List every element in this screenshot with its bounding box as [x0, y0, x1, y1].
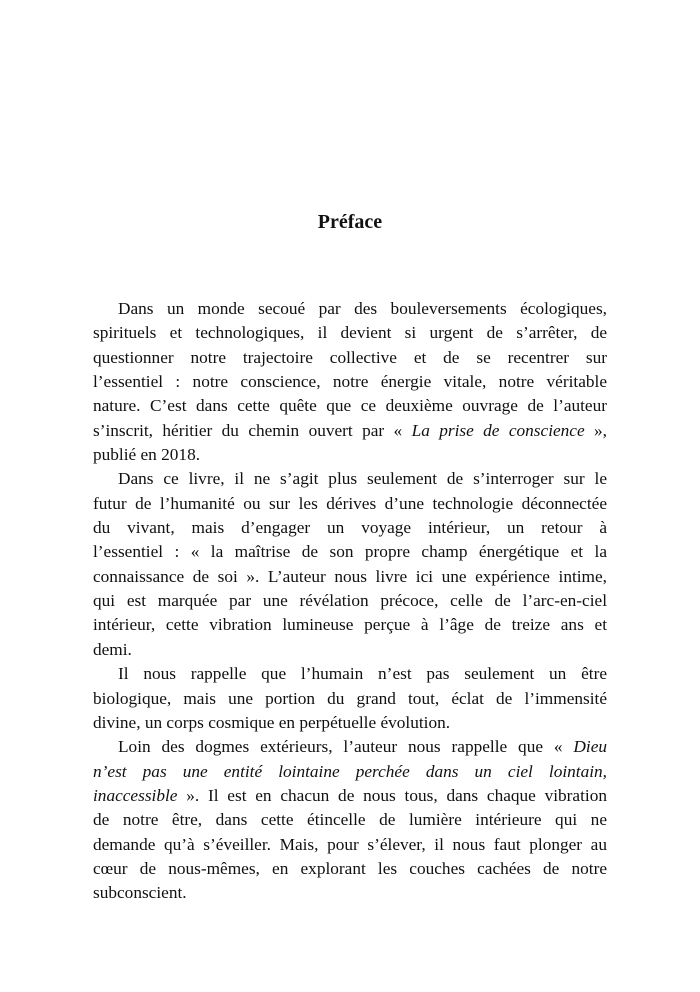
- text-line: [93, 613, 607, 637]
- paragraph: [93, 662, 607, 735]
- text-segment: Dans un monde secoué par des bouleversements écologiques,: [118, 299, 607, 318]
- text-line: [93, 881, 607, 905]
- text-segment: de notre être, dans cette étincelle de lumière intérieure qui ne: [93, 810, 607, 830]
- preface-body: [93, 297, 607, 906]
- text-line: [93, 833, 607, 857]
- text-segment: ». Il est en chacun de nous tous, dans chaque vibration: [177, 785, 607, 805]
- italic-text: inaccessible: [93, 785, 178, 805]
- paragraph: [93, 467, 607, 662]
- page-title: Préface: [317, 211, 383, 234]
- text-segment: questionner notre trajectoire collective et de se recentrer sur: [93, 347, 607, 367]
- text-line: [93, 467, 607, 491]
- text-line: [93, 711, 607, 735]
- text-segment: futur de l’humanité ou sur les dérives d’une technologie déconnectée: [93, 493, 607, 513]
- italic-text: n’est pas une entité lointaine perchée dans un ciel lointain,: [93, 761, 607, 781]
- text-segment: demande qu’à s’éveiller. Mais, pour s’élever, il nous faut plonger au: [93, 834, 607, 854]
- paragraph: [93, 735, 607, 905]
- text-line: [93, 443, 607, 467]
- text-segment: Loin des dogmes extérieurs, l’auteur nous rappelle que «: [118, 737, 574, 757]
- text-segment: nature. C’est dans cette quête que ce deuxième ouvrage de l’auteur: [93, 396, 607, 416]
- text-segment: qui est marquée par une révélation précoce, celle de l’arc-en-ciel: [93, 591, 607, 611]
- text-line: [93, 662, 607, 686]
- text-segment: cœur de nous-mêmes, en explorant les couches cachées de notre: [93, 858, 607, 878]
- paragraph: [93, 297, 607, 467]
- text-segment: biologique, mais une portion du grand tout, éclat de l’immensité: [93, 688, 607, 708]
- text-line: [93, 346, 607, 370]
- text-line: [93, 760, 607, 784]
- text-line: [93, 687, 607, 711]
- text-segment: divine, un corps cosmique en perpétuelle évolution.: [93, 712, 451, 732]
- text-line: [93, 857, 607, 881]
- text-segment: demi.: [93, 639, 132, 659]
- text-segment: Il nous rappelle que l’humain n’est pas seulement un être: [118, 664, 607, 684]
- text-segment: l’essentiel : « la maîtrise de son propre champ énergétique et la: [93, 542, 607, 562]
- text-segment: publié en 2018.: [93, 445, 201, 465]
- italic-text: Dieu: [573, 737, 607, 757]
- italic-text: La prise de conscience: [411, 420, 585, 440]
- text-line: [93, 419, 607, 443]
- text-line: [93, 370, 607, 394]
- text-segment: l’essentiel : notre conscience, notre énergie vitale, notre véritable: [93, 372, 607, 392]
- text-segment: s’inscrit, héritier du chemin ouvert par «: [93, 420, 412, 440]
- text-line: [93, 394, 607, 418]
- text-segment: intérieur, cette vibration lumineuse perçue à l’âge de treize ans et: [93, 615, 607, 635]
- text-line: [93, 589, 607, 613]
- text-segment: du vivant, mais d’engager un voyage intérieur, un retour à: [93, 518, 607, 538]
- text-segment: subconscient.: [93, 883, 187, 903]
- text-line: [93, 516, 607, 540]
- text-line: [93, 297, 607, 321]
- text-segment: spirituels et technologiques, il devient si urgent de s’arrêter, de: [93, 323, 607, 343]
- text-segment: »,: [584, 420, 607, 440]
- text-line: [93, 808, 607, 832]
- text-line: [93, 735, 607, 759]
- text-segment: Dans ce livre, il ne s’agit plus seulement de s’interroger sur le: [118, 469, 607, 489]
- text-segment: connaissance de soi ». L’auteur nous livre ici une expérience intime,: [93, 566, 607, 586]
- text-line: [93, 784, 607, 808]
- text-line: [93, 565, 607, 589]
- text-line: [93, 540, 607, 564]
- text-line: [93, 638, 607, 662]
- text-line: [93, 492, 607, 516]
- text-line: [93, 321, 607, 345]
